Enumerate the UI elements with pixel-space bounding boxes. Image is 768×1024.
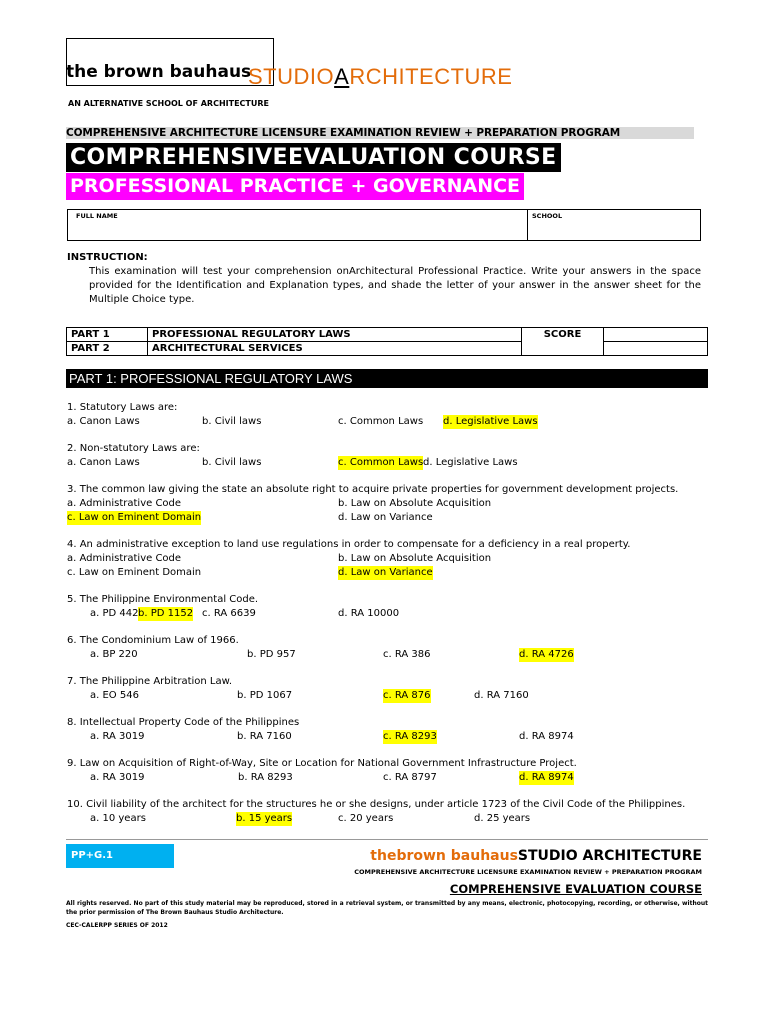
instruction-text: This examination will test your comprehension onArchitectural Professional Practice. Write your answers in the space provided for the Identification and Explanation types, and shade the letter of your answer in the answer sheet for the Multiple Choice type. xyxy=(89,266,701,305)
option[interactable]: a. PD 442 xyxy=(90,608,139,619)
instruction-heading: INSTRUCTION: xyxy=(67,252,148,263)
option-answer[interactable]: d. RA 4726 xyxy=(519,649,574,660)
option[interactable]: a. Canon Laws xyxy=(67,416,140,427)
option[interactable]: a. EO 546 xyxy=(90,690,139,701)
option[interactable]: d. RA 8974 xyxy=(519,731,574,742)
part-title-cell: ARCHITECTURAL SERVICES xyxy=(148,342,522,356)
option[interactable]: b. Civil laws xyxy=(202,416,262,427)
option[interactable]: b. RA 8293 xyxy=(238,772,293,783)
review-program-title: COMPREHENSIVE ARCHITECTURE LICENSURE EXAMINATION REVIEW + PREPARATION PROGRAM xyxy=(66,127,694,139)
option-answer[interactable]: c. Law on Eminent Domain xyxy=(67,512,202,523)
question-stem: 5. The Philippine Environmental Code. xyxy=(67,594,259,605)
table-row xyxy=(67,342,708,356)
option[interactable]: c. 20 years xyxy=(338,813,394,824)
question-stem: 1. Statutory Laws are: xyxy=(67,402,178,413)
section-bar: PART 1: PROFESSIONAL REGULATORY LAWS xyxy=(66,369,708,388)
subject-title: PROFESSIONAL PRACTICE + GOVERNANCE xyxy=(66,173,524,200)
option[interactable]: c. Common Laws xyxy=(338,416,424,427)
series-code: CEC-CALERPP SERIES OF 2012 xyxy=(66,922,168,929)
studio-architecture-title: STUDIOARCHITECTURE xyxy=(248,64,513,89)
footer-divider xyxy=(66,839,708,840)
option[interactable]: a. Administrative Code xyxy=(67,498,182,509)
part-title-cell: PROFESSIONAL REGULATORY LAWS xyxy=(148,328,522,342)
option[interactable]: b. PD 957 xyxy=(247,649,296,660)
option[interactable]: a. Canon Laws xyxy=(67,457,140,468)
brand-name: the brown bauhaus xyxy=(66,62,252,82)
footer-brand: thebrown bauhausSTUDIO ARCHITECTURE xyxy=(370,848,702,864)
question-stem: 6. The Condominium Law of 1966. xyxy=(67,635,239,646)
option-answer[interactable]: c. Common Laws xyxy=(338,457,424,468)
course-title: COMPREHENSIVEEVALUATION COURSE xyxy=(66,143,561,172)
option-answer[interactable]: b. 15 years xyxy=(236,813,293,824)
part-cell: PART 1 xyxy=(67,328,148,342)
question-stem: 10. Civil liability of the architect for the structures he or she designs, under article 1723 of the Civil Code of the Philippines. xyxy=(67,799,686,810)
option[interactable]: b. Law on Absolute Acquisition xyxy=(338,498,492,509)
option[interactable]: d. RA 10000 xyxy=(338,608,400,619)
parts-table xyxy=(66,327,708,356)
option-answer[interactable]: c. RA 8293 xyxy=(383,731,437,742)
option[interactable]: c. RA 8797 xyxy=(383,772,437,783)
page-code-badge: PP+G.1 xyxy=(66,844,174,868)
option[interactable]: a. BP 220 xyxy=(90,649,138,660)
score-label: SCORE xyxy=(522,328,604,342)
school-field[interactable]: SCHOOL xyxy=(532,212,563,220)
option[interactable]: a. 10 years xyxy=(90,813,146,824)
full-name-field[interactable]: FULL NAME xyxy=(76,212,118,220)
question-stem: 7. The Philippine Arbitration Law. xyxy=(67,676,233,687)
tagline: AN ALTERNATIVE SCHOOL OF ARCHITECTURE xyxy=(68,99,269,108)
name-school-box xyxy=(67,209,701,241)
question-stem: 3. The common law giving the state an absolute right to acquire private properties for government development projects. xyxy=(67,484,679,495)
option-answer[interactable]: c. RA 876 xyxy=(383,690,431,701)
option[interactable]: a. RA 3019 xyxy=(90,731,145,742)
score-cell[interactable] xyxy=(604,342,708,356)
option[interactable]: b. PD 1067 xyxy=(237,690,293,701)
question-stem: 4. An administrative exception to land use regulations in order to compensate for a deficiency in a real property. xyxy=(67,539,631,550)
option-answer[interactable]: d. Law on Variance xyxy=(338,567,433,578)
option[interactable]: b. Civil laws xyxy=(202,457,262,468)
question-stem: 9. Law on Acquisition of Right-of-Way, Site or Location for National Government Infrastructure Project. xyxy=(67,758,577,769)
question-stem: 8. Intellectual Property Code of the Philippines xyxy=(67,717,300,728)
option[interactable]: c. RA 386 xyxy=(383,649,431,660)
footer-review-program: COMPREHENSIVE ARCHITECTURE LICENSURE EXAMINATION REVIEW + PREPARATION PROGRAM xyxy=(354,868,702,876)
option[interactable]: a. RA 3019 xyxy=(90,772,145,783)
option[interactable]: d. 25 years xyxy=(474,813,531,824)
option[interactable]: b. RA 7160 xyxy=(237,731,292,742)
copyright-notice: All rights reserved. No part of this study material may be reproduced, stored in a retrieval system, or transmitted by any means, electronic, photocopying, recording, or otherwise, without the prior permission of The Brown Bauhaus Studio Architecture. xyxy=(66,900,708,916)
part-cell: PART 2 xyxy=(67,342,148,356)
option-answer[interactable]: b. PD 1152 xyxy=(138,608,194,619)
option[interactable]: c. Law on Eminent Domain xyxy=(67,567,202,578)
table-row xyxy=(67,328,708,342)
option[interactable]: d. RA 7160 xyxy=(474,690,529,701)
option[interactable]: a. Administrative Code xyxy=(67,553,182,564)
option[interactable]: c. RA 6639 xyxy=(202,608,256,619)
score-label-spacer xyxy=(522,342,604,356)
option[interactable]: d. Law on Variance xyxy=(338,512,433,523)
option-answer[interactable]: d. Legislative Laws xyxy=(443,416,538,427)
question-stem: 2. Non-statutory Laws are: xyxy=(67,443,200,454)
footer-course: COMPREHENSIVE EVALUATION COURSE xyxy=(449,882,702,896)
option[interactable]: d. Legislative Laws xyxy=(423,457,518,468)
option[interactable]: b. Law on Absolute Acquisition xyxy=(338,553,492,564)
divider xyxy=(527,210,528,240)
option-answer[interactable]: d. RA 8974 xyxy=(519,772,574,783)
score-cell[interactable] xyxy=(604,328,708,342)
